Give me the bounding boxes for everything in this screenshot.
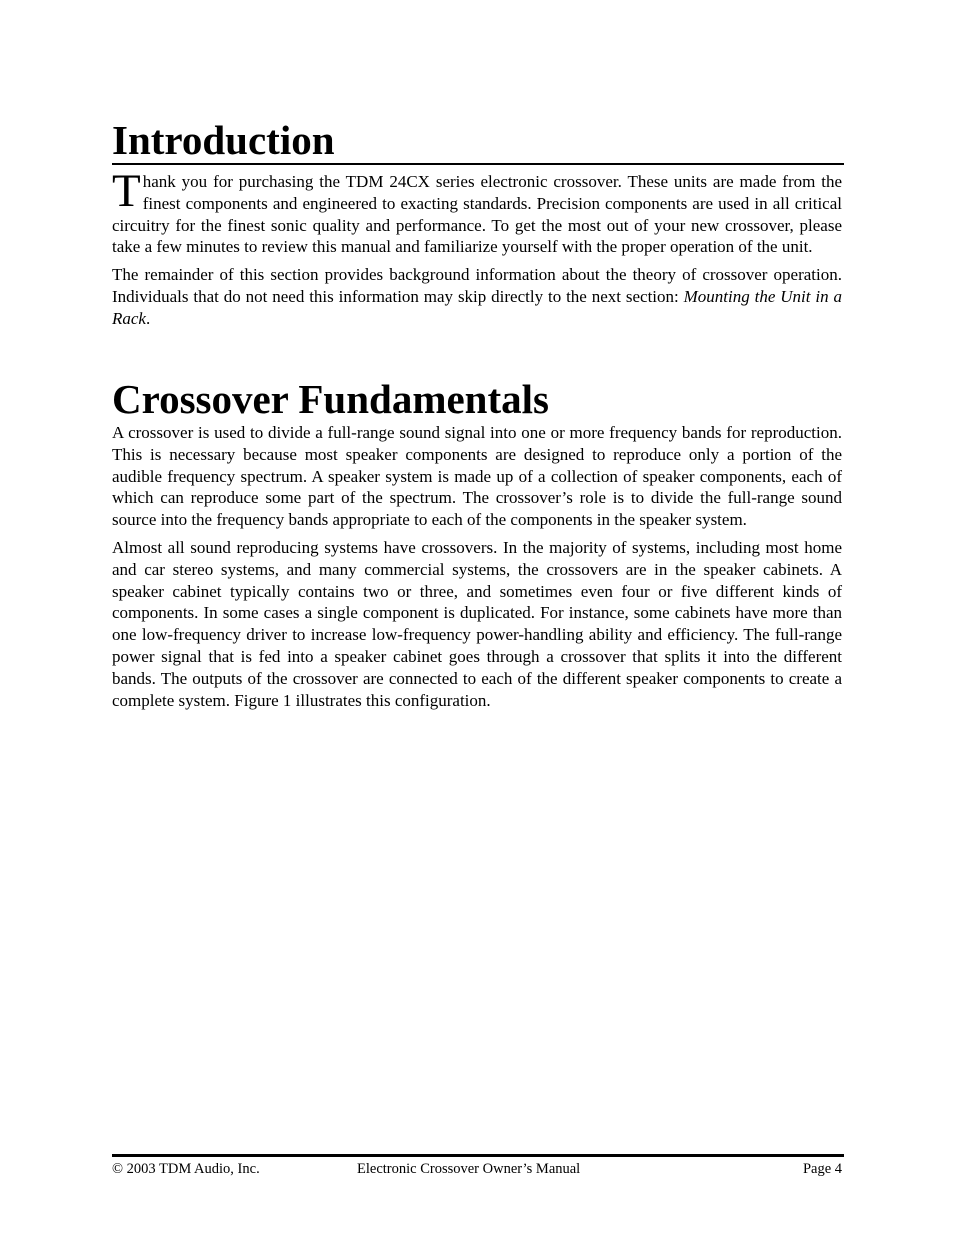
footer-manual-title: Electronic Crossover Owner’s Manual: [357, 1161, 581, 1177]
intro-paragraph-2-text: The remainder of this section provides background information about the theory of crossover operation. Individuals that do not need this information may skip directly to the next section:: [112, 265, 842, 306]
footer-copyright: © 2003 TDM Audio, Inc.: [112, 1161, 260, 1177]
introduction-section: [112, 165, 842, 336]
crossover-paragraph-1: A crossover is used to divide a full-range sound signal into one or more frequency bands for reproduction. This is necessary because most speaker components are designed to reproduce only a portion of the audible frequency spectrum. A speaker system is made up of a collection of speaker components, each of which can reproduce some part of the spectrum. The crossover’s role is to divide the full-range sound source into the frequency bands appropriate to each of the components in the speaker system.: [112, 423, 842, 530]
crossover-fundamentals-heading: Crossover Fundamentals: [112, 376, 549, 422]
footer-rule: [112, 1154, 844, 1157]
intro-paragraph-1: [112, 165, 842, 258]
drop-cap-letter: T: [112, 165, 141, 217]
intro-paragraph-2-end: .: [145, 308, 151, 328]
crossover-paragraph-2: Almost all sound reproducing systems have crossovers. In the majority of systems, including most home and car stereo systems, and many commercial systems, the crossovers are in the speaker cabinets. A speaker cabinet typically contains two or three, and sometimes even four or five different kinds of components. In some cases a single component is duplicated. For instance, some cabinets have more than one low-frequency driver to increase low-frequency power-handling ability and efficiency. The full-range power signal that is fed into a speaker cabinet goes through a crossover that splits it into the different bands. The outputs of the crossover are connected to each of the different speaker components to create a complete system. Figure 1 illustrates this configuration.: [112, 537, 842, 710]
document-page: [112, 0, 842, 1235]
intro-paragraph-1-text: hank you for purchasing the TDM 24CX series electronic crossover. These units are made from the finest components and engineered to exacting standards. Precision components are used in all critical circuitry for the finest sonic quality and performance. To get the most out of your new crossover, please take a few minutes to review this manual and familiarize yourself with the proper operation of the unit.: [112, 172, 842, 257]
heading-rule: [112, 163, 844, 165]
introduction-heading: Introduction: [112, 117, 335, 163]
intro-paragraph-2: [112, 264, 842, 329]
next-section-reference: Mounting the Unit in a Rack: [112, 286, 842, 328]
crossover-fundamentals-section: [112, 422, 842, 717]
footer-page-number: Page 4: [802, 1161, 842, 1177]
